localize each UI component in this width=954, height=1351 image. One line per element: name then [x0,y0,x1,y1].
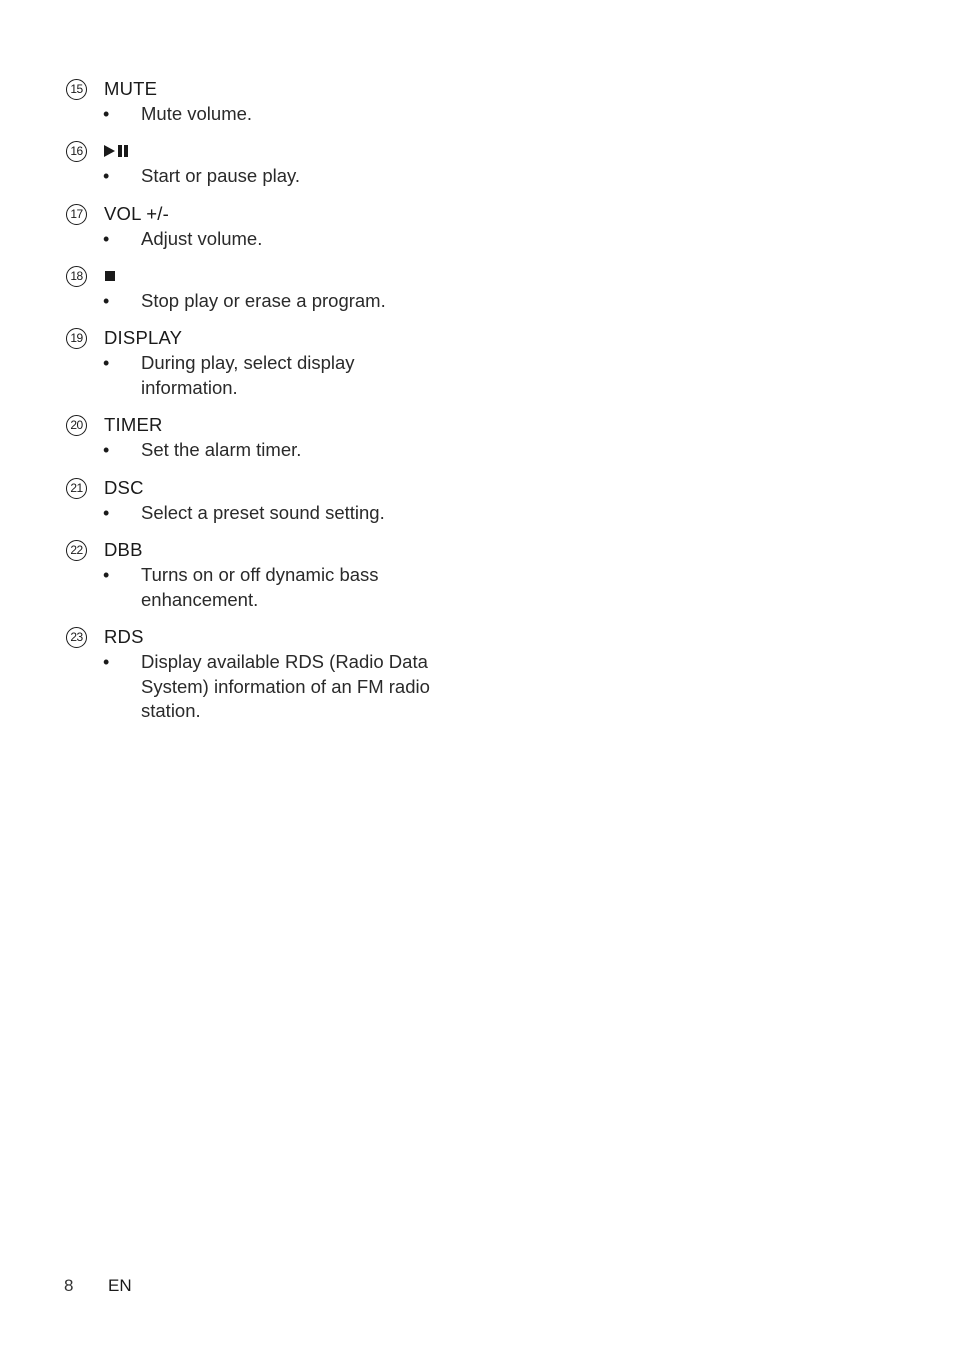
bullet: • [103,503,110,523]
item-description: Start or pause play. [141,165,301,186]
item-label: TIMER [104,414,163,435]
page-footer [64,1276,132,1296]
item-label: DBB [104,539,143,560]
bullet: • [103,166,110,186]
item-18 [66,263,486,314]
item-number: 23 [66,627,87,648]
item-description: Mute volume. [141,103,253,124]
item-20 [66,412,486,463]
item-label: DISPLAY [104,327,183,348]
item-23 [66,624,486,724]
play-pause-icon [104,138,134,164]
item-22 [66,537,486,612]
item-15 [66,76,486,127]
bullet: • [103,565,110,585]
item-number: 19 [66,328,87,349]
item-description: Display available RDS (Radio Data System) information of an FM radio station. [141,651,430,721]
stop-icon [104,263,116,289]
item-19 [66,325,486,400]
item-number: 22 [66,540,87,561]
item-description: Select a preset sound setting. [141,502,385,523]
item-description: Turns on or off dynamic bass enhancement. [141,564,379,610]
item-description: Set the alarm timer. [141,439,302,460]
bullet: • [103,652,110,672]
bullet: • [103,229,110,249]
bullet: • [103,440,110,460]
bullet: • [103,291,110,311]
bullet: • [103,353,110,373]
item-number: 20 [66,415,87,436]
item-number: 15 [66,79,87,100]
item-number: 18 [66,266,87,287]
bullet: • [103,104,110,124]
item-16 [66,138,486,189]
item-17 [66,201,486,252]
item-number: 17 [66,204,87,225]
item-21 [66,475,486,526]
item-label: RDS [104,626,144,647]
item-description: Stop play or erase a program. [141,290,386,311]
item-label: DSC [104,477,144,498]
item-description: Adjust volume. [141,228,263,249]
item-number: 16 [66,141,87,162]
language-code: EN [108,1276,132,1295]
page-number: 8 [64,1276,74,1295]
item-label: MUTE [104,78,158,99]
item-label: VOL +/- [104,203,169,224]
item-number: 21 [66,478,87,499]
item-description: During play, select display information. [141,352,355,398]
